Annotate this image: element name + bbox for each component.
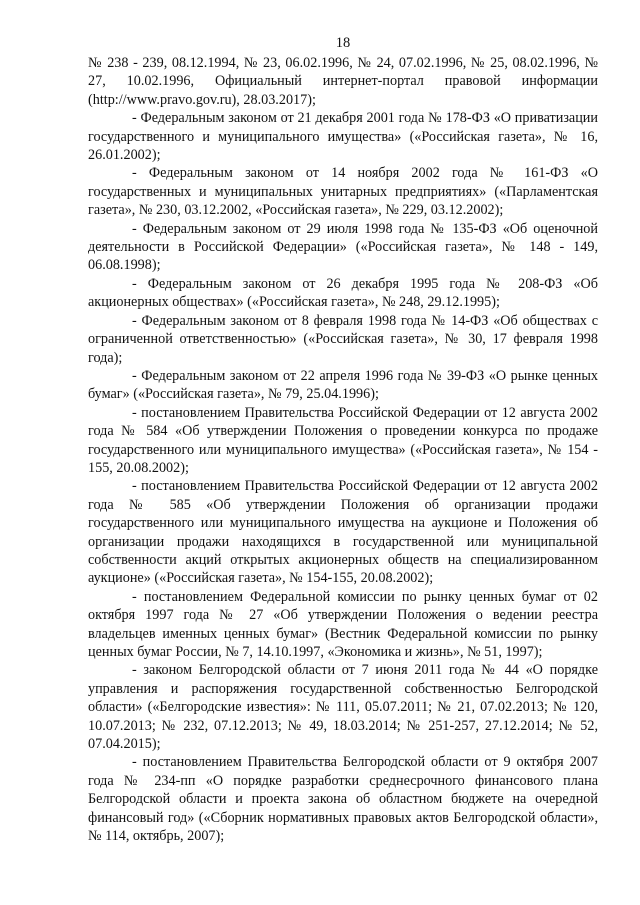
- list-item-regional-resolution-234-pp: - постановлением Правительства Белгородской области от 9 октября 2007 года № 234-пп «О порядке разработки среднесрочного финансового плана Белгородской области и проекта закона об областном бюджете на очередной финансовый год» («Сборник нормативных правовых актов Белгородской области», № 114, октябрь, 2007);: [88, 754, 598, 845]
- list-item-law-178-fz: - Федеральным законом от 21 декабря 2001 года № 178-ФЗ «О приватизации государственного и муниципального имущества» («Российская газета», № 16, 26.01.2002);: [88, 110, 598, 164]
- list-item-resolution-584: - постановлением Правительства Российской Федерации от 12 августа 2002 года № 584 «Об утверждении Положения о проведении конкурса по продаже государственного или муниципального имущества» («Российская газета», № 154 - 155, 20.08.2002);: [88, 404, 598, 476]
- list-item-law-161-fz: - Федеральным законом от 14 ноября 2002 года № 161-ФЗ «О государственных и муниципальных унитарных предприятиях» («Парламентская газета», № 230, 03.12.2002, «Российская газета», № 229, 03.12.2002);: [88, 165, 598, 219]
- document-body: [88, 54, 598, 845]
- list-item-regional-law-44: - законом Белгородской области от 7 июня 2011 года № 44 «О порядке управления и распоряжения государственной собственностью Белгородской области» («Белгородские известия»: № 111, 05.07.2011; № 21, 07.02.2013; № 120, 10.07.2013; № 232, 07.12.2013; № 49, 18.03.2014; № 251-257, 27.12.2014; № 52, 07.04.2015);: [88, 662, 598, 753]
- list-item-law-208-fz: - Федеральным законом от 26 декабря 1995 года № 208-ФЗ «Об акционерных обществах» («Российская газета», № 248, 29.12.1995);: [88, 275, 598, 311]
- list-item-law-39-fz: - Федеральным законом от 22 апреля 1996 года № 39-ФЗ «О рынке ценных бумаг» («Российская газета», № 79, 25.04.1996);: [88, 367, 598, 403]
- list-item-law-135-fz: - Федеральным законом от 29 июля 1998 года № 135-ФЗ «Об оценочной деятельности в Российской Федерации» («Российская газета», № 148 - 149, 06.08.1998);: [88, 220, 598, 274]
- list-item-resolution-27: - постановлением Федеральной комиссии по рынку ценных бумаг от 02 октября 1997 года № 27 «Об утверждении Положения о ведении реестра владельцев именных ценных бумаг» (Вестник Федеральной комиссии по рынку ценных бумаг России, № 7, 14.10.1997, «Экономика и жизнь», № 51, 1997);: [88, 588, 598, 660]
- paragraph: № 238 - 239, 08.12.1994, № 23, 06.02.1996, № 24, 07.02.1996, № 25, 08.02.1996, № 27, 10.02.1996, Официальный интернет-портал правовой информации (http://www.pravo.gov.ru), 28.03.2017);: [88, 55, 598, 108]
- list-item-law-14-fz: - Федеральным законом от 8 февраля 1998 года № 14-ФЗ «Об обществах с ограниченной ответственностью» («Российская газета», № 30, 17 февраля 1998 года);: [88, 312, 598, 366]
- list-item-resolution-585: - постановлением Правительства Российской Федерации от 12 августа 2002 года № 585 «Об утверждении Положения об организации продажи государственного или муниципального имущества на аукционе и Положения об организации продажи находящихся в государственной или муниципальной собственности акций открытых акционерных обществ на специализированном аукционе» («Российская газета», № 154-155, 20.08.2002);: [88, 478, 598, 587]
- page-number: 18: [335, 35, 351, 51]
